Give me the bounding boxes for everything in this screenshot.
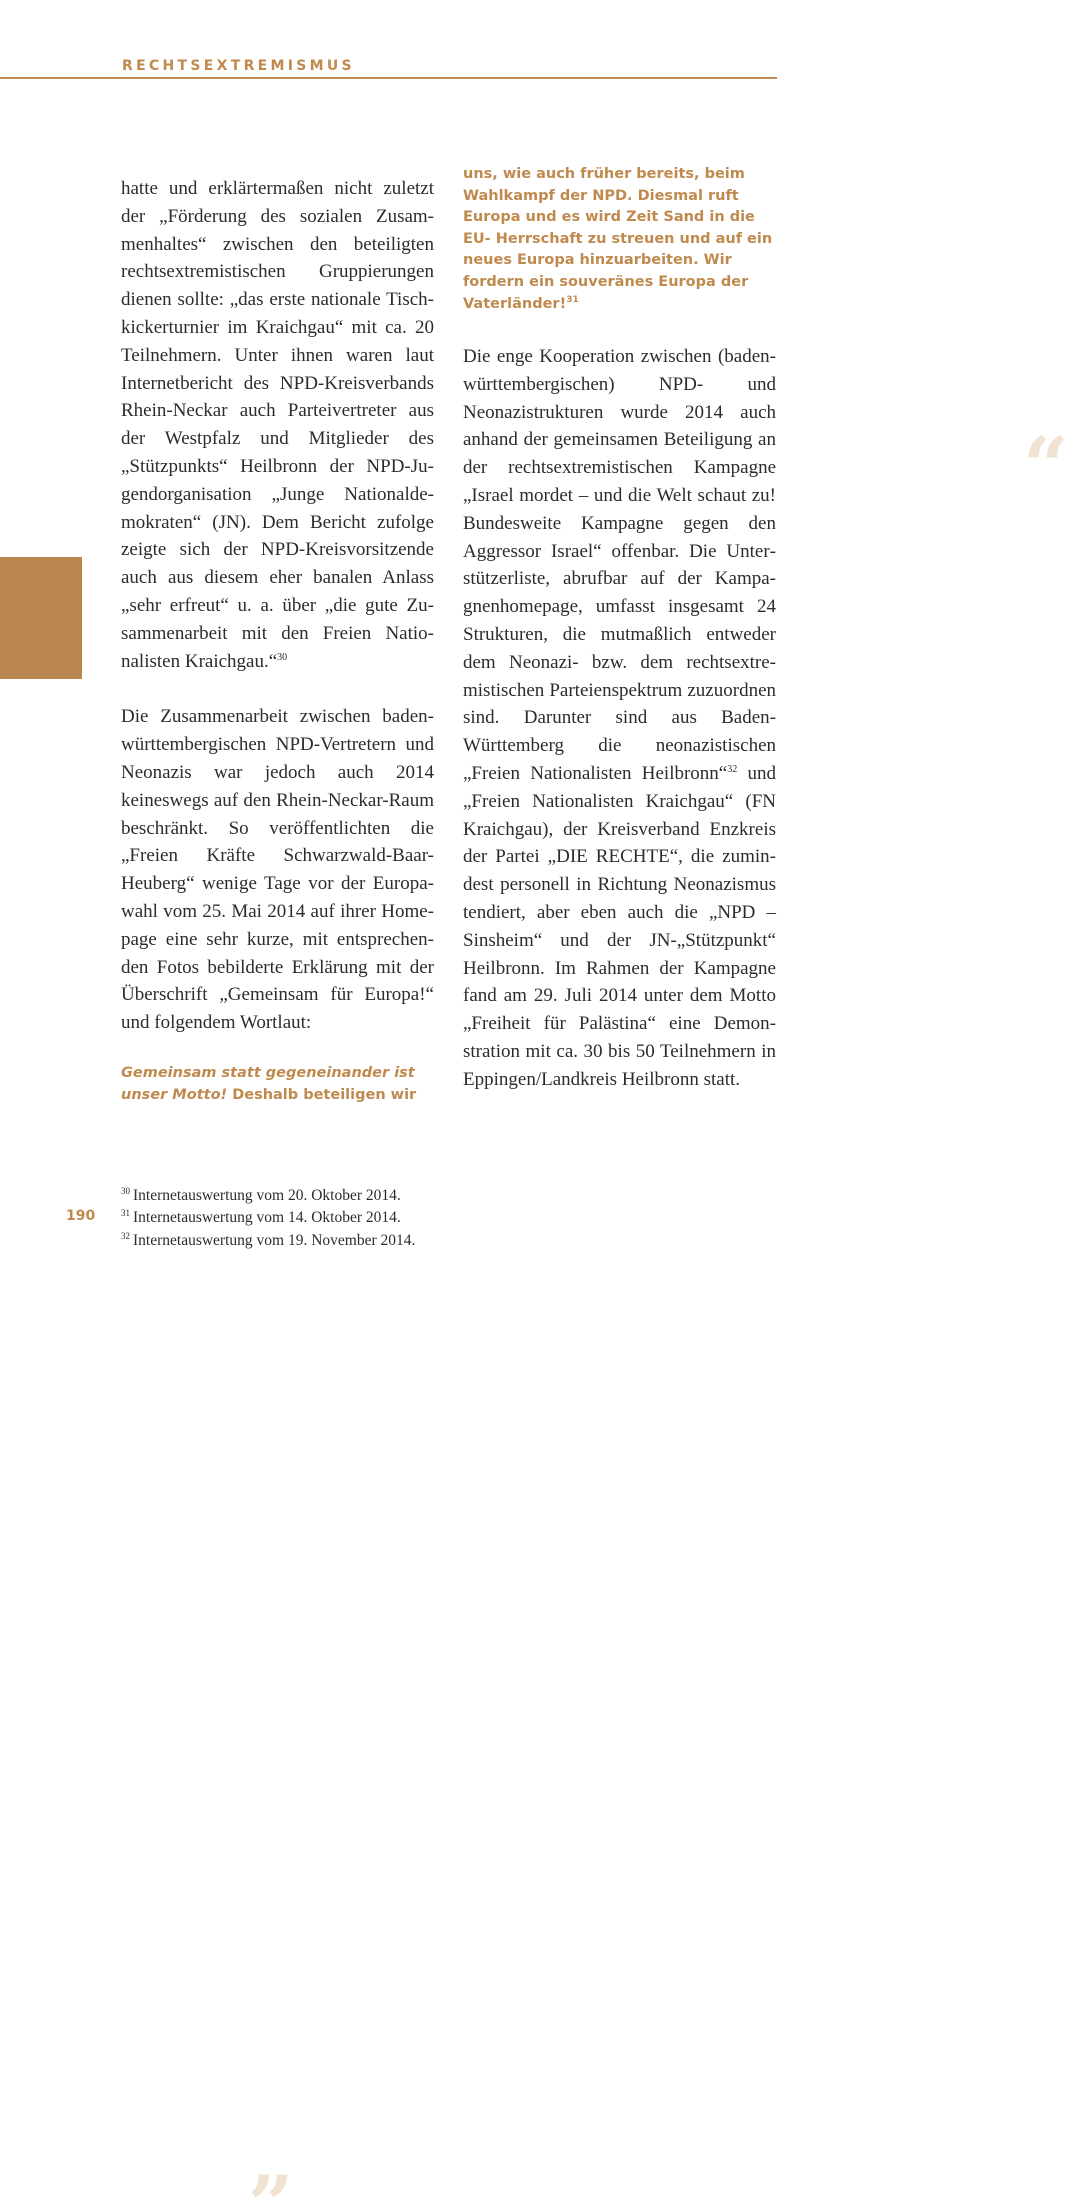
footnote <box>121 1230 415 1252</box>
footnote-number: 30 <box>121 1186 130 1196</box>
pull-quote-italic: Gemeinsam statt gegeneinander ist unser Motto! <box>121 1065 415 1103</box>
footnote <box>121 1207 415 1229</box>
header-rule <box>0 77 777 79</box>
body-paragraph <box>463 343 776 1094</box>
pull-quote-continuation <box>463 164 1069 513</box>
page-number: 190 <box>66 1208 96 1224</box>
footnote-ref: 32 <box>727 763 738 775</box>
footnote-ref: 30 <box>277 651 288 663</box>
paragraph-text: und „Freien Nationalisten Kraichgau“ (FN Kraichgau), der Kreisverband Enzkreis der Partei „DIE RECHTE“, die zumindest personell in Richtung Neonazismus tendiert, aber eben auch die „NPD – Sinsheim“ und der JN-„Stützpunkt“ Heilbronn. Im Rahmen der Kampagne fand am 29. Juli 2014 unter dem Motto „Freiheit für Palästina“ eine Demonstration mit ca. 30 bis 50 Teilnehmern in Eppingen/Landkreis Heilbronn statt. <box>463 762 776 1090</box>
right-text-column <box>463 343 776 1094</box>
footnote-number: 32 <box>121 1230 130 1241</box>
chapter-side-tab <box>0 557 82 679</box>
pull-quote-bold: Deshalb beteiligen wir <box>232 1086 417 1103</box>
body-paragraph <box>121 175 434 675</box>
footnote-text: Internetauswertung vom 14. Oktober 2014. <box>133 1209 401 1227</box>
opening-quote-mark-icon: „ <box>249 2112 296 2206</box>
footnote-text: Internetauswertung vom 19. November 2014. <box>133 1231 416 1249</box>
footnotes <box>121 1185 415 1252</box>
body-paragraph: Die Zusammenarbeit zwischen baden-württembergischen NPD-Vertretern und Neonazis war jedoch auch 2014 keineswegs auf den Rhein-Neckar-Raum beschränkt. So veröffentlichten die „Freien Kräfte Schwarzwald-Baar-Heuberg“ wenige Tage vor der Europawahl vom 25. Mai 2014 auf ihrer Homepage eine sehr kurze, mit entsprechenden Fotos bebilderte Erklärung mit der Überschrift „Gemeinsam für Europa!“ und folgendem Wortlaut: <box>121 706 434 1034</box>
footnote-text: Internetauswertung vom 20. Oktober 2014. <box>133 1187 401 1204</box>
footnote-number: 31 <box>121 1208 130 1219</box>
left-text-column <box>121 175 434 1037</box>
paragraph-text: hatte und erklärtermaßen nicht zuletzt der „Förderung des sozialen Zusammenhaltes“ zwischen den beteiligten rechtsextremistischen Gruppierungen dienen sollte: „das erste nationale Tischkickerturnier im Kraichgau“ mit ca. 20 Teilnehmern. Unter ihnen waren laut Internetbericht des NPD-Kreisverbands Rhein-Neckar auch Parteivertreter aus der Westpfalz und Mitglieder des „Stützpunkts“ Heilbronn der NPD-Jugendorganisation „Junge Nationaldemokraten“ (JN). Dem Bericht zufolge zeigte sich der NPD-Kreisvorsitzende auch aus diesem eher banalen Anlass „sehr erfreut“ u. a. über „die gute Zusammenarbeit mit den Freien Nationalisten Kraichgau.“ <box>121 178 434 672</box>
footnote <box>121 1185 415 1207</box>
pull-quote-text: uns, wie auch früher bereits, beim Wahlkampf der NPD. Diesmal ruft Europa und es wird Zeit Sand in die EU- Herrschaft zu streuen und auf ein neues Europa hinzuarbeiten. Wir fordern ein souveränes Europa der Vaterländer! <box>463 166 773 312</box>
running-header-title: RECHTSEXTREMISMUS <box>122 58 355 74</box>
footnote-ref: 31 <box>566 294 579 305</box>
closing-quote-mark-icon: “ <box>1023 419 1069 513</box>
paragraph-text: Die enge Kooperation zwischen (baden-württembergischen) NPD- und Neonazistrukturen wurde 2014 auch anhand der gemeinsamen Beteiligung an der rechtsextremistischen Kampagne „Israel mordet – und die Welt schaut zu! Bundesweite Kampagne gegen den Aggressor Israel“ offenbar. Die Unterstützerliste, abrufbar auf der Kampagnenhomepage, umfasst insgesamt 24 Strukturen, die mutmaßlich entweder dem Neonazi- bzw. dem rechtsextremistischen Parteienspektrum zuzuordnen sind. Darunter sind aus Baden-Württemberg die neonazistischen „Freien Nationalisten Heilbronn“ <box>463 346 776 784</box>
